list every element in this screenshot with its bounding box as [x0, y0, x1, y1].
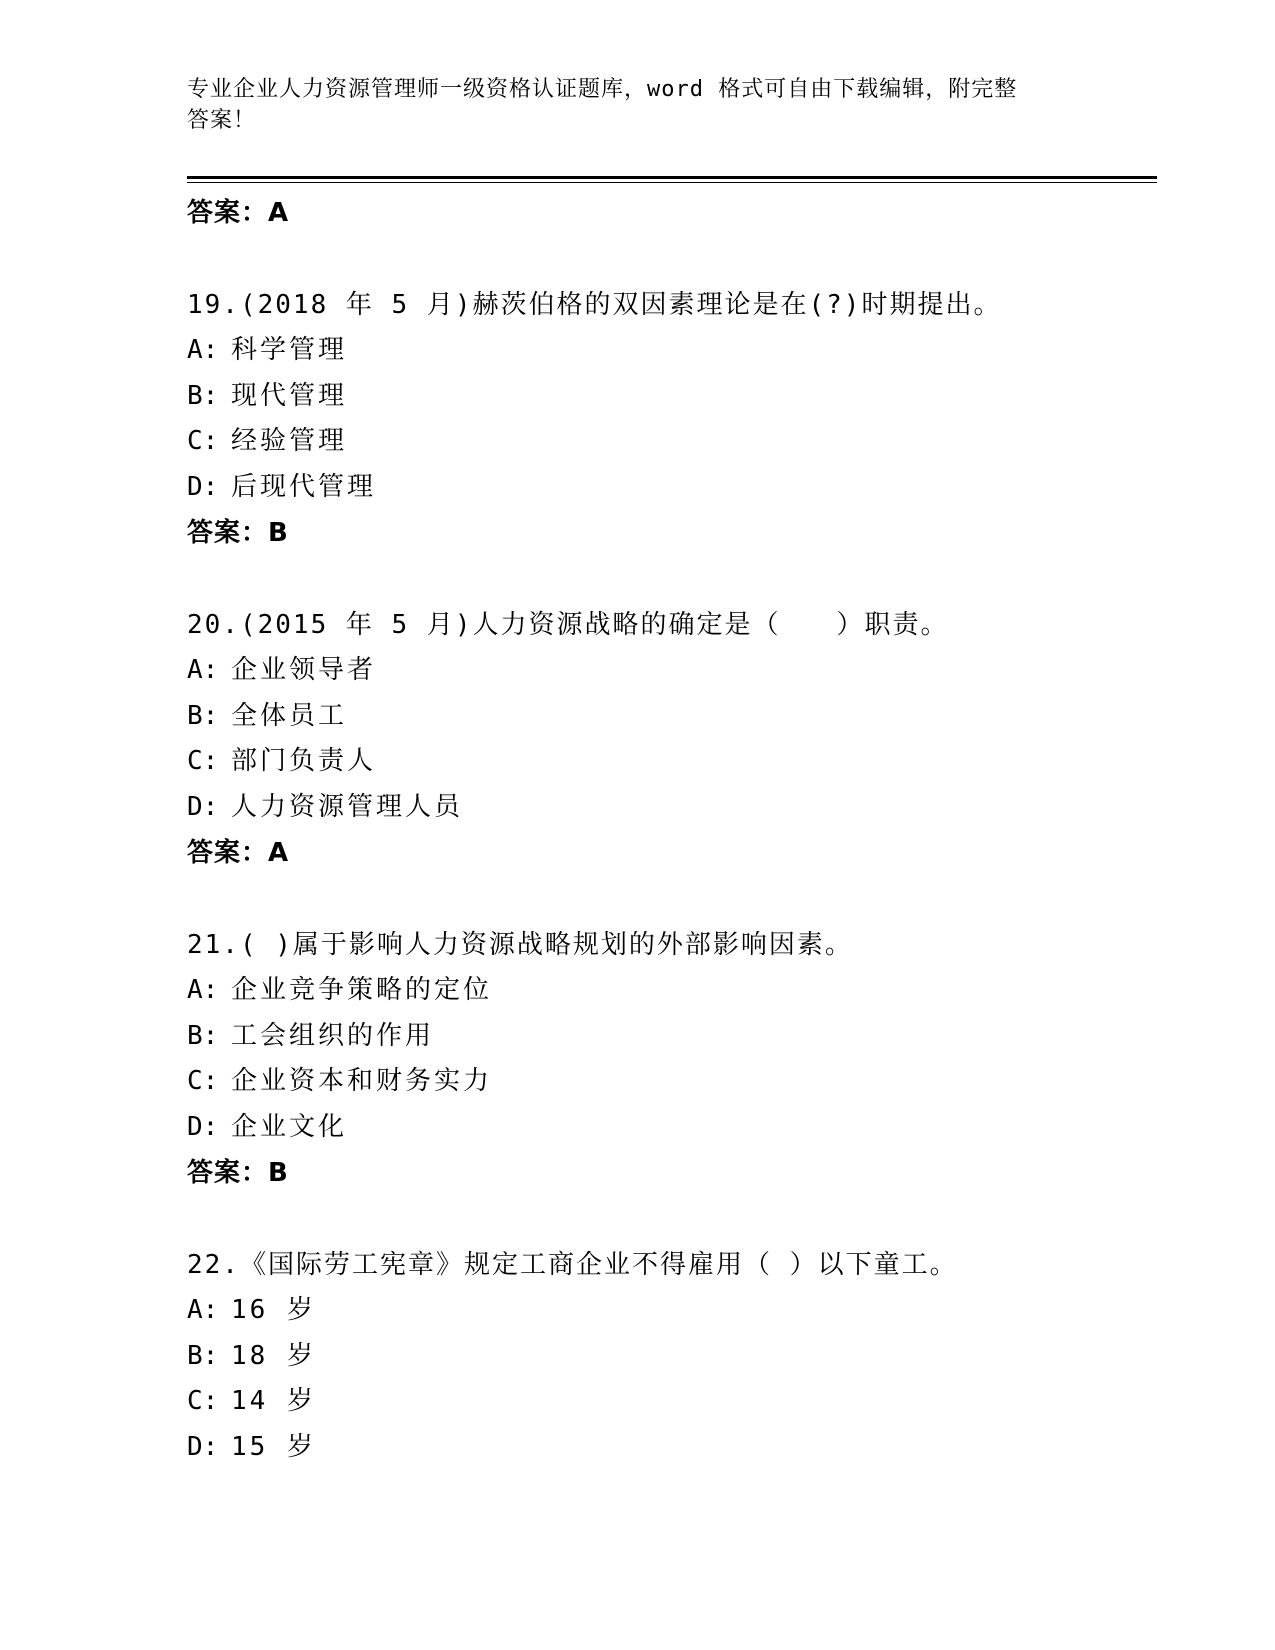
option-text: 14 岁: [231, 1386, 316, 1416]
option-label: C:: [187, 1066, 219, 1096]
option-b: [187, 1014, 1157, 1060]
question-stem: 20.(2015 年 5 月)人力资源战略的确定是（ ）职责。: [187, 610, 949, 640]
option-label: C:: [187, 426, 219, 456]
option-text: 现代管理: [231, 380, 348, 411]
option-text: 人力资源管理人员: [231, 791, 464, 822]
option-label: D:: [187, 1431, 219, 1462]
answer-line: 答案：B: [187, 518, 289, 548]
question-block: [187, 602, 1157, 876]
page-header: [187, 74, 1067, 136]
option-d: [187, 785, 1157, 831]
option-text: 全体员工: [231, 700, 348, 731]
answer-line: 答案：A: [187, 198, 290, 228]
option-text: 部门负责人: [231, 746, 377, 776]
question-block: [187, 282, 1157, 556]
option-d: [187, 465, 1157, 511]
option-label: B:: [187, 1020, 219, 1051]
option-text: 企业资本和财务实力: [231, 1066, 493, 1096]
option-text: 工会组织的作用: [231, 1020, 435, 1051]
option-label: A:: [187, 975, 219, 1005]
option-text: 15 岁: [231, 1431, 316, 1462]
question-stem: 22.《国际劳工宪章》规定工商企业不得雇用（ ）以下童工。: [187, 1250, 958, 1280]
option-a: [187, 328, 1157, 374]
option-d: [187, 1425, 1157, 1471]
option-text: 企业领导者: [231, 655, 377, 685]
option-text: 企业文化: [231, 1111, 348, 1142]
option-a: [187, 648, 1157, 694]
option-a: [187, 1288, 1157, 1334]
header-line-2: 答案！: [187, 108, 257, 133]
option-b: [187, 694, 1157, 740]
option-text: 18 岁: [231, 1340, 316, 1371]
question-block: [187, 922, 1157, 1196]
option-label: D:: [187, 791, 219, 822]
option-text: 科学管理: [231, 335, 348, 365]
question-block: [187, 1242, 1157, 1470]
option-label: A:: [187, 335, 219, 365]
question-stem: 19.(2018 年 5 月)赫茨伯格的双因素理论是在(?)时期提出。: [187, 290, 1002, 320]
option-label: B:: [187, 380, 219, 411]
question-list: [187, 190, 1157, 1470]
question-stem: 21.( )属于影响人力资源战略规划的外部影响因素。: [187, 930, 853, 960]
option-text: 后现代管理: [231, 471, 377, 502]
option-label: B:: [187, 1340, 219, 1371]
option-c: [187, 1379, 1157, 1425]
option-label: A:: [187, 1295, 219, 1325]
option-c: [187, 739, 1157, 785]
option-label: C:: [187, 746, 219, 776]
option-b: [187, 1334, 1157, 1380]
option-a: [187, 968, 1157, 1014]
option-text: 企业竞争策略的定位: [231, 975, 493, 1005]
option-label: B:: [187, 700, 219, 731]
answer-line: 答案：A: [187, 838, 290, 868]
header-rule-thin: [187, 182, 1157, 183]
option-b: [187, 374, 1157, 420]
answer-line: 答案：B: [187, 1158, 289, 1188]
option-d: [187, 1105, 1157, 1151]
header-line-1: 专业企业人力资源管理师一级资格认证题库，word 格式可自由下载编辑，附完整: [187, 77, 1018, 102]
option-label: A:: [187, 655, 219, 685]
option-label: D:: [187, 1111, 219, 1142]
option-c: [187, 1059, 1157, 1105]
option-text: 16 岁: [231, 1295, 316, 1325]
option-label: C:: [187, 1386, 219, 1416]
header-rule-thick: [187, 176, 1157, 179]
option-text: 经验管理: [231, 426, 348, 456]
option-c: [187, 419, 1157, 465]
option-label: D:: [187, 471, 219, 502]
